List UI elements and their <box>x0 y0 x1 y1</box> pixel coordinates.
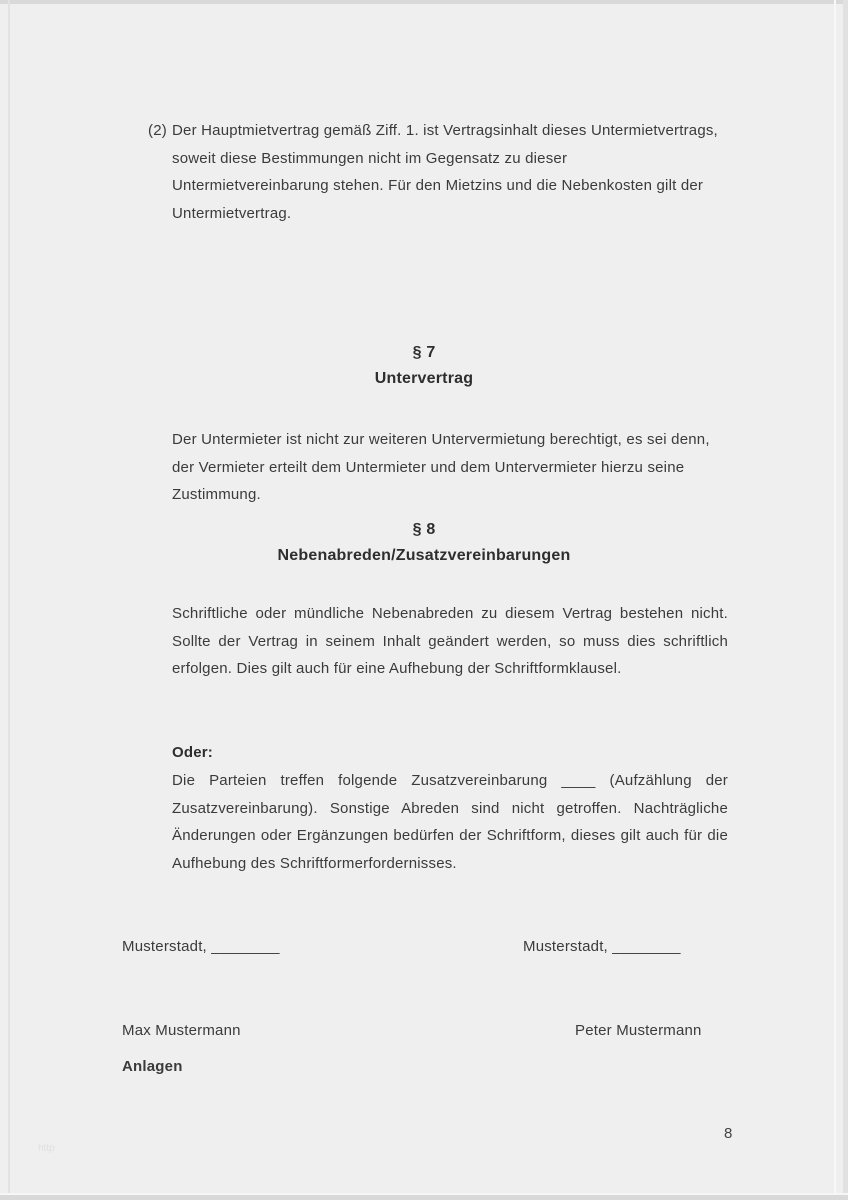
signature-name-left: Max Mustermann <box>122 1022 241 1039</box>
section-8-title: Nebenabreden/Zusatzvereinbarungen <box>277 547 571 564</box>
alternative-clause-label: Oder: <box>172 744 214 761</box>
section-7-title: Untervertrag <box>374 370 474 387</box>
section-7-heading <box>0 340 848 392</box>
section-7-number: § 7 <box>412 344 436 361</box>
watermark-text: http <box>38 1143 55 1154</box>
page-right-edge-line <box>834 0 836 1200</box>
page-left-edge-line <box>8 0 10 1200</box>
section-8-body: Schriftliche oder mündliche Nebenabreden zu diesem Vertrag bestehen nicht. Sollte der Vertrag in seinem Inhalt geändert werden, so muss dies schriftlich erfolgen. Dies gilt auch für eine Aufhebung der Schriftformklausel. <box>172 605 728 677</box>
alternative-clause-body: Die Parteien treffen folgende Zusatzvereinbarung ____ (Aufzählung der Zusatzvereinbarung). Sonstige Abreden sind nicht getroffen. Nachträgliche Änderungen oder Ergänzungen bedürfen der Schriftform, dieses gilt auch für die Aufhebung des Schriftformerfordernisses. <box>172 772 728 872</box>
signature-name-right: Peter Mustermann <box>575 1022 702 1039</box>
signature-place-left: Musterstadt, ________ <box>122 938 280 955</box>
section-7-body: Der Untermieter ist nicht zur weiteren Untervermietung berechtigt, es sei denn, der Vermieter erteilt dem Untermieter und dem Untervermieter hierzu seine Zustimmung. <box>172 431 710 503</box>
page-bottom-edge <box>0 1193 848 1200</box>
clause-2 <box>148 117 728 227</box>
page-right-edge-shade <box>843 0 848 1200</box>
page-top-edge <box>0 0 848 4</box>
section-8-heading <box>0 517 848 569</box>
section-8-number: § 8 <box>412 521 436 538</box>
clause-2-label: (2) <box>148 122 167 139</box>
signature-place-right: Musterstadt, ________ <box>523 938 681 955</box>
page-number: 8 <box>724 1125 733 1142</box>
attachments-label: Anlagen <box>122 1058 183 1075</box>
clause-2-text: Der Hauptmietvertrag gemäß Ziff. 1. ist Vertragsinhalt dieses Untermietvertrags, soweit diese Bestimmungen nicht im Gegensatz zu dieser Untermietvereinbarung stehen. Für den Mietzins und die Nebenkosten gilt der Untermietvertrag. <box>172 122 718 222</box>
